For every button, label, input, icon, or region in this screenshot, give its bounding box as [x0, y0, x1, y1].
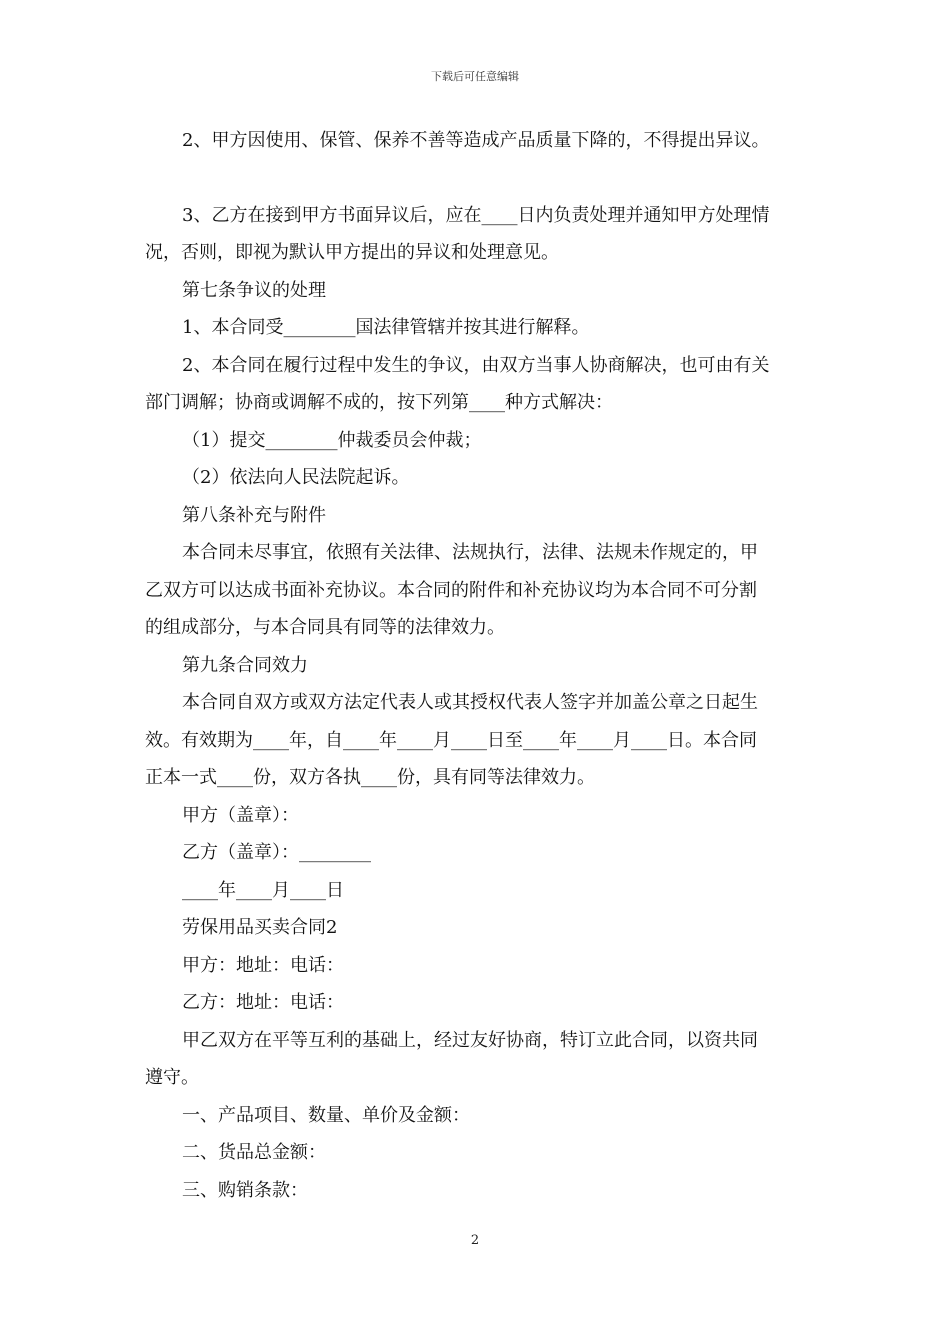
paragraph-line: 的组成部分，与本合同具有同等的法律效力。 — [145, 617, 505, 638]
document-body — [145, 122, 807, 1209]
clause-heading: 一、产品项目、数量、单价及金额： — [182, 1104, 470, 1126]
party-a-info: 甲方：地址：电话： — [182, 954, 344, 976]
paragraph-line: 本合同未尽事宜，依照有关法律、法规执行，法律、法规未作规定的，甲 — [182, 542, 758, 563]
signature-line-party-b: 乙方（盖章）：________ — [182, 842, 371, 863]
paragraph-line: 遵守。 — [145, 1067, 199, 1088]
paragraph-line: 甲乙双方在平等互利的基础上，经过友好协商，特订立此合同，以资共同 — [182, 1029, 758, 1051]
section-heading: 第七条争议的处理 — [182, 279, 326, 301]
paragraph-line: （2）依法向人民法院起诉。 — [182, 467, 410, 488]
paragraph-line: 正本一式____份，双方各执____份，具有同等法律效力。 — [145, 767, 595, 788]
paragraph-line: 乙双方可以达成书面补充协议。本合同的附件和补充协议均为本合同不可分割 — [145, 579, 757, 601]
page-header: 下载后可任意编辑 — [431, 70, 519, 83]
paragraph-line: 本合同自双方或双方法定代表人或其授权代表人签字并加盖公章之日起生 — [182, 692, 758, 713]
party-b-info: 乙方：地址：电话： — [182, 992, 344, 1013]
section-heading: 第八条补充与附件 — [182, 504, 326, 526]
paragraph-line: 3、乙方在接到甲方书面异议后，应在____日内负责处理并通知甲方处理情 — [182, 204, 770, 226]
clause-heading: 三、购销条款： — [182, 1179, 308, 1201]
paragraph-line: 效。有效期为____年，自____年____月____日至____年____月____日。本合同 — [145, 729, 757, 751]
clause-heading: 二、货品总金额： — [182, 1142, 326, 1163]
section-heading: 第九条合同效力 — [182, 654, 308, 676]
contract-title: 劳保用品买卖合同2 — [182, 917, 338, 938]
paragraph-line: 2、本合同在履行过程中发生的争议，由双方当事人协商解决，也可由有关 — [182, 354, 770, 376]
paragraph-line: 部门调解；协商或调解不成的，按下列第____种方式解决： — [145, 392, 613, 413]
paragraph-line: 2、甲方因使用、保管、保养不善等造成产品质量下降的，不得提出异议。 — [182, 130, 770, 151]
paragraph-line: 1、本合同受________国法律管辖并按其进行解释。 — [182, 317, 590, 338]
paragraph-line: 况，否则，即视为默认甲方提出的异议和处理意见。 — [145, 242, 559, 263]
blank-line — [145, 160, 807, 197]
signature-date-line: ____年____月____日 — [182, 879, 344, 901]
signature-line-party-a: 甲方（盖章）： — [182, 804, 299, 826]
page-number: 2 — [470, 1233, 480, 1248]
paragraph-line: （1）提交________仲裁委员会仲裁； — [182, 429, 482, 451]
